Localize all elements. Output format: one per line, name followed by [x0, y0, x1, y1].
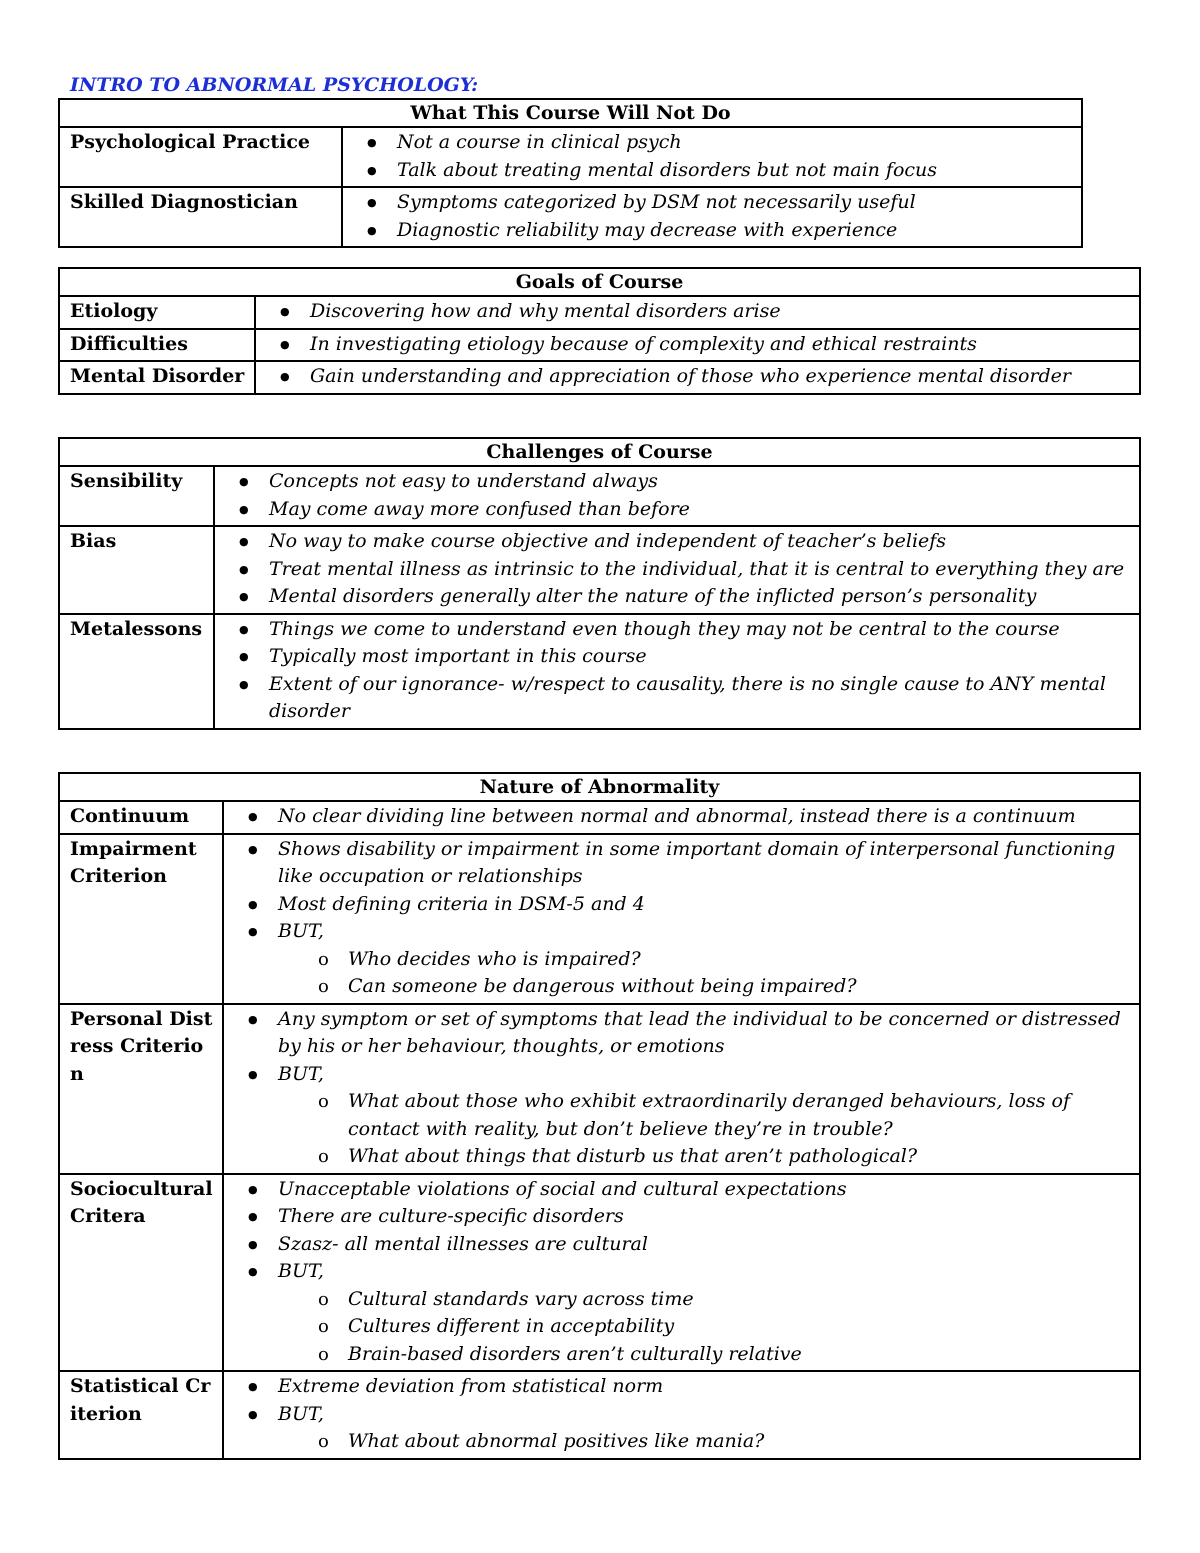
row-points [223, 1004, 1140, 1174]
bullet-list [234, 1176, 1131, 1369]
bullet-item: ● Extreme deviation from statistical norm [234, 1373, 1131, 1401]
bullet-item: ● Mental disorders generally alter the nature of the inflicted person’s personality [225, 583, 1131, 611]
table-course-will-not-do [58, 98, 1083, 248]
bullet-item: ● Concepts not easy to understand always [225, 468, 1131, 496]
row-points [223, 834, 1140, 1004]
table-row [59, 361, 1140, 394]
document-title: INTRO TO ABNORMAL PSYCHOLOGY: [70, 74, 479, 96]
bullet-item: ● Unacceptable violations of social and cultural expectations [234, 1176, 1131, 1204]
row-points [342, 187, 1082, 247]
sub-bullet-item: o What about things that disturb us that aren’t pathological? [234, 1143, 1131, 1171]
bullet-item: ● Shows disability or impairment in some important domain of interpersonal functioning like occupation or relationships [234, 836, 1131, 891]
row-points [342, 127, 1082, 187]
bullet-item: ● In investigating etiology because of complexity and ethical restraints [266, 331, 1131, 359]
table-row [59, 1371, 1140, 1459]
bullet-item: ● Symptoms categorized by DSM not necessarily useful [353, 189, 1073, 217]
row-label: Impairment Criterion [59, 834, 223, 1004]
bullet-item: ● Things we come to understand even though they may not be central to the course [225, 616, 1131, 644]
bullet-item: ● BUT, [234, 918, 1131, 946]
table-row [59, 526, 1140, 614]
row-points [214, 526, 1140, 614]
table-row [59, 1174, 1140, 1372]
bullet-list [225, 468, 1131, 523]
bullet-item: ● Treat mental illness as intrinsic to the individual, that it is central to everything they are [225, 556, 1131, 584]
bullet-item: ● Any symptom or set of symptoms that lead the individual to be concerned or distressed by his or her behaviour, thoughts, or emotions [234, 1006, 1131, 1061]
bullet-item: ● There are culture-specific disorders [234, 1203, 1131, 1231]
row-label: Sensibility [59, 466, 214, 526]
table-heading: Challenges of Course [59, 438, 1140, 466]
row-points [214, 466, 1140, 526]
bullet-list [266, 331, 1131, 359]
sub-bullet-item: o Brain-based disorders aren’t culturally relative [234, 1341, 1131, 1369]
sub-bullet-item: o Cultural standards vary across time [234, 1286, 1131, 1314]
bullet-list [234, 836, 1131, 1001]
bullet-item: ● No way to make course objective and independent of teacher’s beliefs [225, 528, 1131, 556]
table-row [59, 296, 1140, 329]
row-points [214, 614, 1140, 729]
row-label: Sociocultural Critera [59, 1174, 223, 1372]
row-label: Skilled Diagnostician [59, 187, 342, 247]
table-nature-of-abnormality [58, 772, 1141, 1460]
row-label: Difficulties [59, 329, 255, 362]
row-points [255, 296, 1140, 329]
row-points [255, 329, 1140, 362]
bullet-item: ● Not a course in clinical psych [353, 129, 1073, 157]
table-row [59, 127, 1082, 187]
bullet-item: ● May come away more confused than before [225, 496, 1131, 524]
bullet-item: ● BUT, [234, 1061, 1131, 1089]
table-challenges-of-course [58, 437, 1141, 730]
table-row [59, 614, 1140, 729]
sub-bullet-item: o Who decides who is impaired? [234, 946, 1131, 974]
table-row [59, 801, 1140, 834]
row-points [255, 361, 1140, 394]
bullet-item: ● No clear dividing line between normal and abnormal, instead there is a continuum [234, 803, 1131, 831]
bullet-item: ● Gain understanding and appreciation of those who experience mental disorder [266, 363, 1131, 391]
table-goals-of-course [58, 267, 1141, 395]
bullet-list [266, 363, 1131, 391]
bullet-list [225, 616, 1131, 726]
bullet-item: ● Discovering how and why mental disorders arise [266, 298, 1131, 326]
row-label: Metalessons [59, 614, 214, 729]
sub-bullet-item: o Cultures different in acceptability [234, 1313, 1131, 1341]
bullet-item: ● Most defining criteria in DSM-5 and 4 [234, 891, 1131, 919]
bullet-list [353, 129, 1073, 184]
row-points [223, 801, 1140, 834]
row-label: Statistical Criterion [59, 1371, 223, 1459]
row-label: Bias [59, 526, 214, 614]
bullet-list [234, 803, 1131, 831]
row-label: Personal Distress Criterion [59, 1004, 223, 1174]
bullet-list [234, 1373, 1131, 1456]
bullet-item: ● Szasz- all mental illnesses are cultural [234, 1231, 1131, 1259]
bullet-item: ● Typically most important in this course [225, 643, 1131, 671]
row-points [223, 1371, 1140, 1459]
bullet-list [353, 189, 1073, 244]
bullet-list [225, 528, 1131, 611]
table-heading: What This Course Will Not Do [59, 99, 1082, 127]
bullet-item: ● Extent of our ignorance- w/respect to causality, there is no single cause to ANY mental disorder [225, 671, 1131, 726]
bullet-item: ● Diagnostic reliability may decrease with experience [353, 217, 1073, 245]
row-label: Psychological Practice [59, 127, 342, 187]
table-row [59, 834, 1140, 1004]
table-row [59, 329, 1140, 362]
sub-bullet-item: o What about those who exhibit extraordinarily deranged behaviours, loss of contact with reality, but don’t believe they’re in trouble? [234, 1088, 1131, 1143]
table-row [59, 187, 1082, 247]
table-row [59, 466, 1140, 526]
row-label: Mental Disorder [59, 361, 255, 394]
table-heading: Goals of Course [59, 268, 1140, 296]
sub-bullet-item: o What about abnormal positives like mania? [234, 1428, 1131, 1456]
sub-bullet-item: o Can someone be dangerous without being impaired? [234, 973, 1131, 1001]
table-heading: Nature of Abnormality [59, 773, 1140, 801]
bullet-item: ● Talk about treating mental disorders but not main focus [353, 157, 1073, 185]
bullet-list [266, 298, 1131, 326]
table-row [59, 1004, 1140, 1174]
bullet-item: ● BUT, [234, 1258, 1131, 1286]
row-label: Etiology [59, 296, 255, 329]
bullet-item: ● BUT, [234, 1401, 1131, 1429]
bullet-list [234, 1006, 1131, 1171]
row-points [223, 1174, 1140, 1372]
row-label: Continuum [59, 801, 223, 834]
